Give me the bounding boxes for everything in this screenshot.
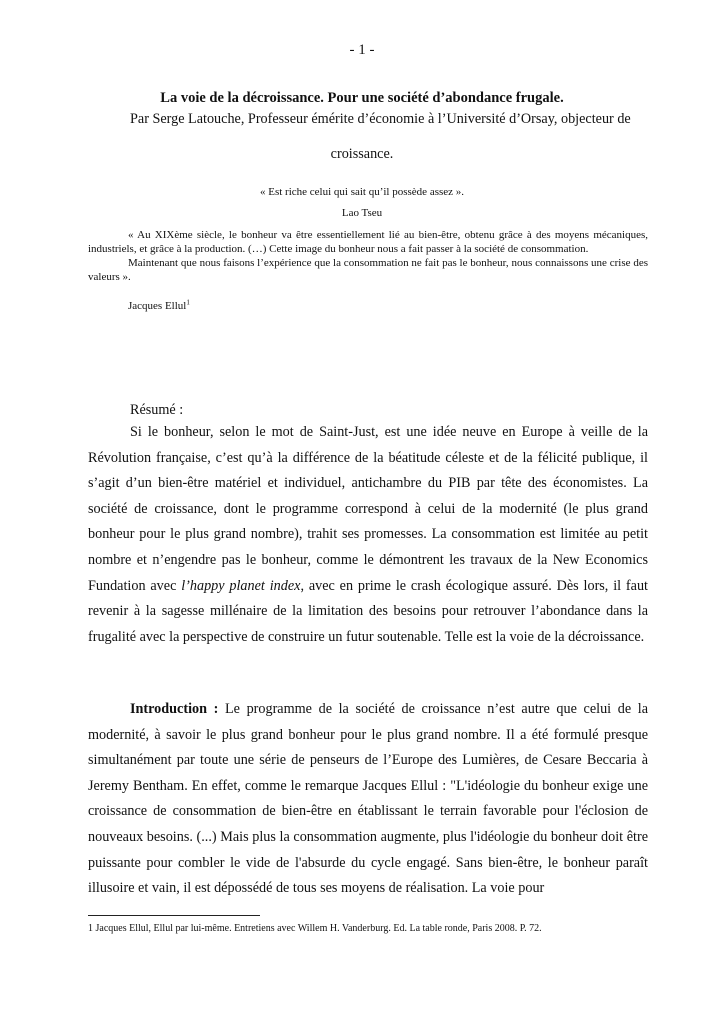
epigraph-author-ellul-name: Jacques Ellul (128, 300, 187, 312)
introduction-label: Introduction : (130, 701, 219, 717)
author-byline: Par Serge Latouche, Professeur émérite d’économie à l’Université d’Orsay, objecteur de (130, 111, 631, 127)
epigraph-author-lao-tseu: Lao Tseu (341, 207, 383, 219)
epigraph-quote-lao-tseu: « Est riche celui qui sait qu’il possède assez ». (259, 186, 465, 198)
footnote-text: 1 Jacques Ellul, Ellul par lui-même. Entretiens avec Willem H. Vanderburg. Ed. La table ronde, Paris 2008. P. 72. (88, 923, 542, 934)
page-number: - 1 - (349, 42, 375, 58)
resume-text-end: , avec en prime le crash écologique assuré. Dès lors, il faut revenir à la sagesse millénaire de la limitation des besoins pour retrouver l’abondance dans la frugalité avec la perspective de construire un futur soutenable. Telle est la voie de la décroissance. (88, 577, 648, 645)
introduction-paragraph (88, 697, 648, 902)
introduction-text: Le programme de la société de croissance n’est autre que celui de la modernité, à savoir le plus grand bonheur pour le plus grand nombre. Il a été formulé presque simultanément par toute une série de penseurs de l’Europe des Lumières, de Cesare Beccaria à Jeremy Bentham. En effet, comme le remarque Jacques Ellul : "L'idéologie du bonheur exige une croissance de consommation de bien-être en établissant le terrain favorable pour l'éclosion de nouveaux besoins. (...) Mais plus la consommation augmente, plus l'idéologie du bonheur doit être puissante pour combler le vide de l'absurde du cycle engagé. Sans bien-être, le bonheur paraît illusoire et vain, il est dépossédé de tous ses moyens de réalisation. La voie pour (88, 701, 648, 897)
document-title: La voie de la décroissance. Pour une société d’abondance frugale. (160, 90, 564, 106)
epigraph-quote-ellul-p2: Maintenant que nous faisons l’expérience que la consommation ne fait pas le bonheur, nous connaissons une crise des valeurs ». (88, 257, 648, 283)
resume-text-start: Si le bonheur, selon le mot de Saint-Just, est une idée neuve en Europe à veille de la Révolution française, c’est qu’à la différence de la béatitude céleste et de la félicité publique, il s’agit d’un bien-être matériel et individuel, antichambre du PIB par tête des économistes. La société de croissance, dont le programme correspond à celui de la modernité (le plus grand bonheur pour le plus grand nombre), trahit ses promesses. La consommation est limitée au petit nombre et n’engendre pas le bonheur, comme le démontrent les travaux de la New Economics Fundation avec (88, 424, 648, 594)
epigraph-quote-ellul (88, 228, 648, 284)
resume-heading: Résumé : (130, 402, 184, 418)
footnote-divider (88, 915, 260, 916)
resume-text-italic: l’happy planet index (181, 577, 301, 594)
epigraph-author-ellul (128, 299, 190, 313)
author-byline-continued: croissance. (330, 146, 394, 162)
footnote-marker: 1 (186, 298, 190, 307)
resume-paragraph (88, 420, 648, 650)
epigraph-quote-ellul-p1: « Au XIXème siècle, le bonheur va être essentiellement lié au bien-être, obtenu grâce à des moyens mécaniques, industriels, et grâce à la production. (…) Cette image du bonheur nous a fait passer à la société de consommation. (88, 229, 648, 255)
